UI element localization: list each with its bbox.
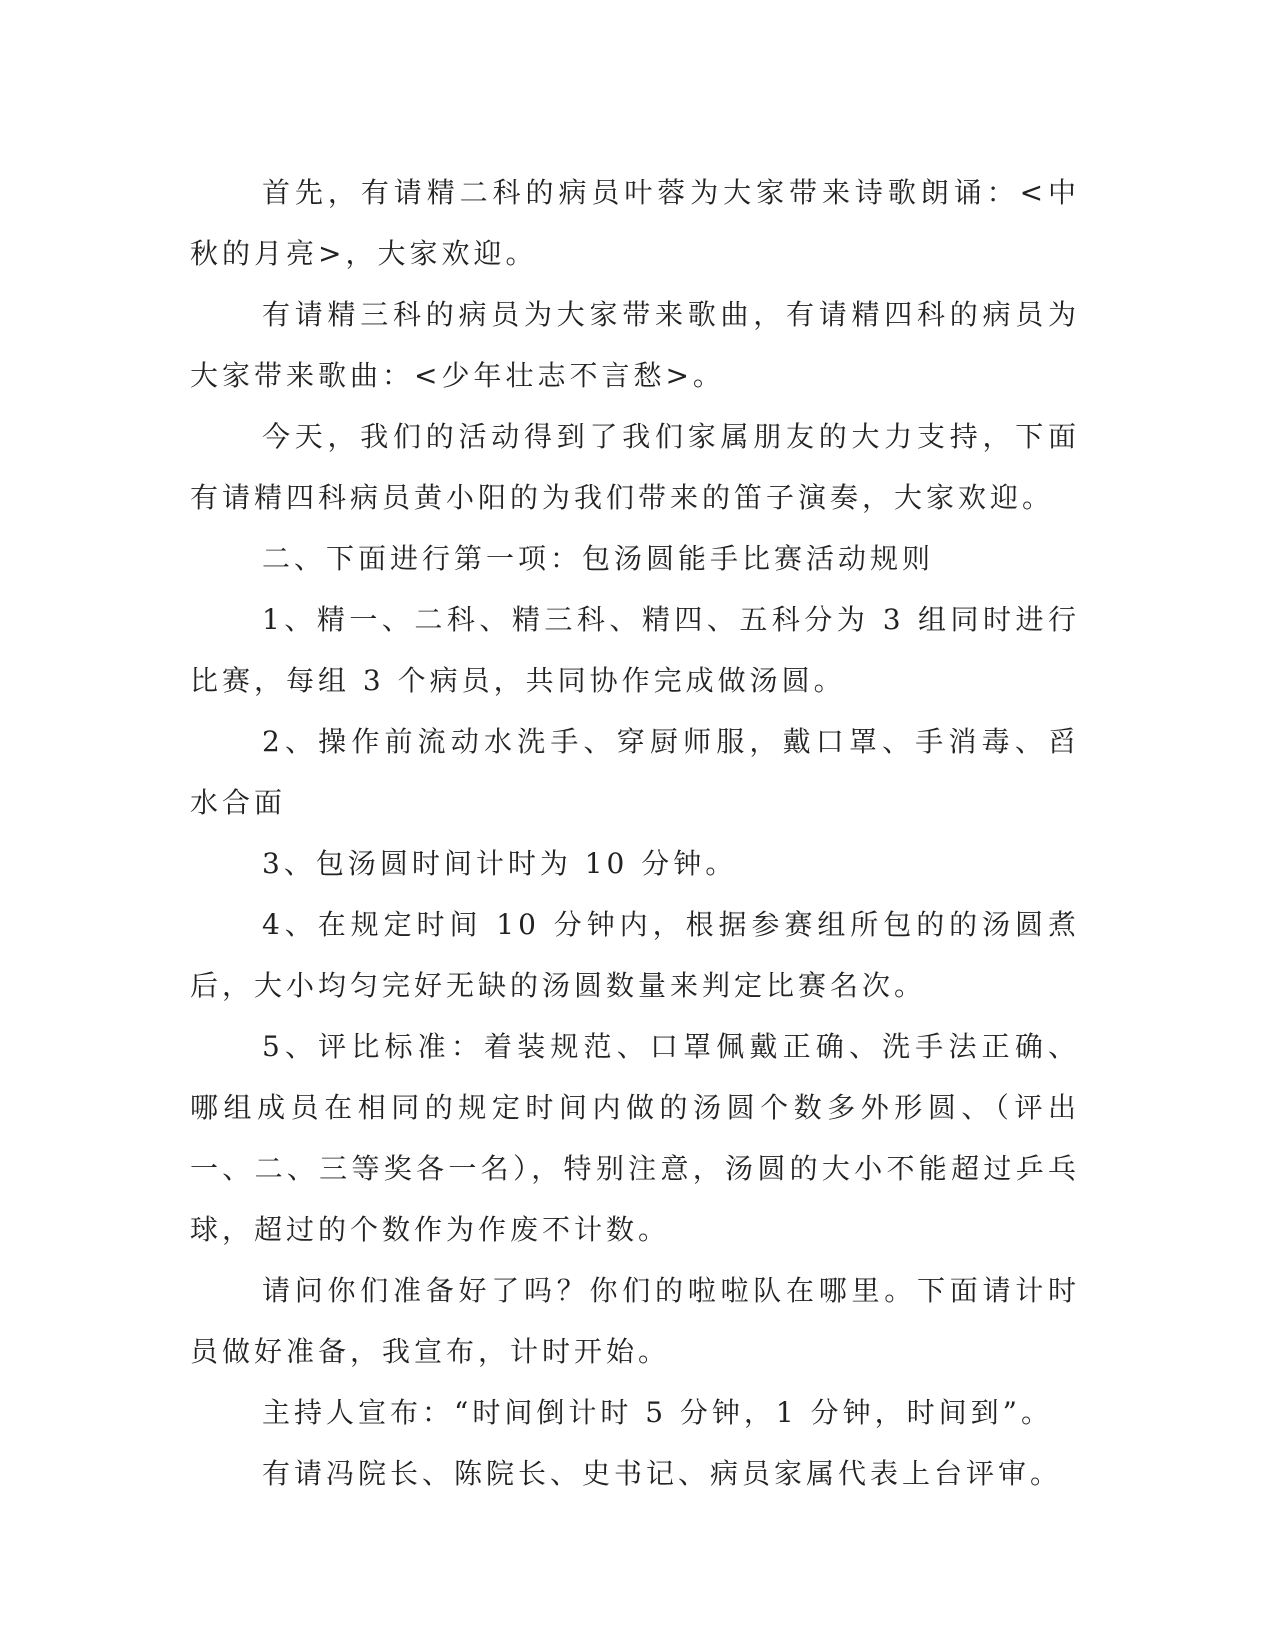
document-body [190, 162, 1080, 1504]
rule-4: 4、在规定时间 10 分钟内，根据参赛组所包的的汤圆煮后，大小均匀完好无缺的汤圆数量来判定比赛名次。 [190, 908, 1080, 1002]
paragraph-poem-recitation: 首先，有请精二科的病员叶蓉为大家带来诗歌朗诵：<中秋的月亮>，大家欢迎。 [190, 176, 1080, 270]
rule-1: 1、精一、二科、精三科、精四、五科分为 3 组同时进行比赛，每组 3 个病员，共同协作完成做汤圆。 [190, 603, 1080, 697]
paragraph-host-announcement: 主持人宣布：“时间倒计时 5 分钟，1 分钟，时间到”。 [262, 1396, 1053, 1429]
rule-3: 3、包汤圆时间计时为 10 分钟。 [262, 847, 738, 880]
rule-5: 5、评比标准：着装规范、口罩佩戴正确、洗手法正确、哪组成员在相同的规定时间内做的汤圆个数多外形圆、（评出一、二、三等奖各一名），特别注意，汤圆的大小不能超过乒乓球，超过的个数作为作废不计数。 [190, 1030, 1080, 1246]
paragraph-flute-performance: 今天，我们的活动得到了我们家属朋友的大力支持，下面有请精四科病员黄小阳的为我们带来的笛子演奏，大家欢迎。 [190, 420, 1080, 514]
section-heading-contest-rules: 二、下面进行第一项：包汤圆能手比赛活动规则 [262, 542, 935, 575]
paragraph-ready-question: 请问你们准备好了吗？你们的啦啦队在哪里。下面请计时员做好准备，我宣布，计时开始。 [190, 1274, 1080, 1368]
paragraph-songs: 有请精三科的病员为大家带来歌曲，有请精四科的病员为大家带来歌曲：<少年壮志不言愁>。 [190, 298, 1080, 392]
paragraph-judges-invitation: 有请冯院长、陈院长、史书记、病员家属代表上台评审。 [262, 1457, 1063, 1490]
rule-2: 2、操作前流动水洗手、穿厨师服，戴口罩、手消毒、舀水合面 [190, 725, 1080, 819]
